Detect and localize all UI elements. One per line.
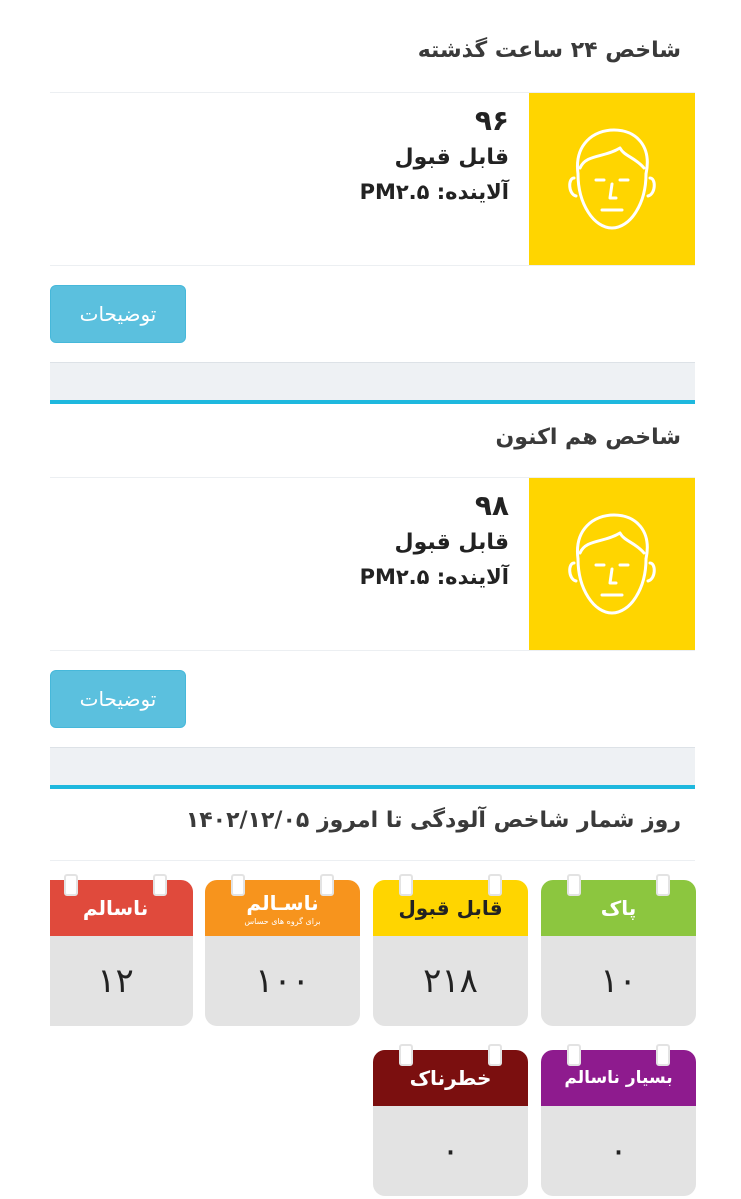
calendar-card-unhealthy: [50, 874, 193, 1026]
last24-info: [360, 101, 509, 209]
calendar-card-label: ناسـالم: [246, 890, 319, 915]
last24-details-button[interactable]: توضیحات: [50, 285, 186, 343]
current-title: شاخص هم اکنون: [495, 425, 681, 450]
last24-value: ۹۶: [474, 104, 509, 137]
calendar-ring-icon: [153, 874, 167, 896]
current-value: ۹۸: [474, 489, 509, 522]
calendar-card-label: ناسالم: [82, 896, 149, 920]
calendar-ring-icon: [567, 1044, 581, 1066]
calendar-ring-icon: [488, 874, 502, 896]
calendar-card-header: [541, 880, 696, 936]
calendar-card-label: قابل قبول: [398, 896, 503, 920]
calendar-card-label: بسیار ناسالم: [564, 1068, 673, 1088]
last24-aqi-card: [50, 92, 695, 266]
calendar-ring-icon: [399, 1044, 413, 1066]
calendar-ring-icon: [320, 874, 334, 896]
calendar-card-count: ۰: [541, 1106, 696, 1196]
calendar-card-label: خطرناک: [409, 1066, 492, 1090]
current-aqi-card: [50, 477, 695, 651]
calendar-card-count: ۱۲: [50, 936, 193, 1026]
calendar-ring-icon: [567, 874, 581, 896]
calendar-ring-icon: [656, 874, 670, 896]
calendar-card-clean: [541, 874, 696, 1026]
calendar-card-label: پاک: [600, 896, 637, 920]
counter-title: روز شمار شاخص آلودگی تا امروز ۱۴۰۲/۱۲/۰۵: [185, 808, 681, 833]
calendar-ring-icon: [399, 874, 413, 896]
calendar-card-count: ۰: [373, 1106, 528, 1196]
last24-status: قابل قبول: [394, 145, 509, 170]
current-pollutant: آلاینده: PM۲.۵: [359, 565, 509, 589]
current-status: قابل قبول: [394, 530, 509, 555]
current-info: [360, 486, 509, 594]
section-separator-1: [50, 362, 695, 404]
calendar-card-clip: [50, 874, 193, 1034]
face-icon: [564, 124, 660, 234]
calendar-card-header: [205, 880, 360, 936]
divider: [50, 860, 695, 861]
calendar-card-very-unhealthy: [541, 1044, 696, 1196]
last24-title: شاخص ۲۴ ساعت گذشته: [417, 38, 681, 63]
calendar-card-sublabel: برای گروه های حساس: [244, 916, 321, 926]
face-icon: [564, 509, 660, 619]
current-face-panel: [529, 478, 695, 650]
last24-pollutant: آلاینده: PM۲.۵: [359, 180, 509, 204]
calendar-card-header: [373, 1050, 528, 1106]
calendar-card-unhealthy-sensitive: [205, 874, 360, 1026]
current-details-button[interactable]: توضیحات: [50, 670, 186, 728]
calendar-ring-icon: [231, 874, 245, 896]
calendar-card-count: ۲۱۸: [373, 936, 528, 1026]
calendar-card-count: ۱۰: [541, 936, 696, 1026]
calendar-ring-icon: [488, 1044, 502, 1066]
last24-face-panel: [529, 93, 695, 265]
calendar-card-header: [373, 880, 528, 936]
calendar-card-hazardous: [373, 1044, 528, 1196]
section-separator-2: [50, 747, 695, 789]
calendar-ring-icon: [656, 1044, 670, 1066]
calendar-card-header: [541, 1050, 696, 1106]
calendar-card-count: ۱۰۰: [205, 936, 360, 1026]
calendar-card-acceptable: [373, 874, 528, 1026]
calendar-ring-icon: [64, 874, 78, 896]
